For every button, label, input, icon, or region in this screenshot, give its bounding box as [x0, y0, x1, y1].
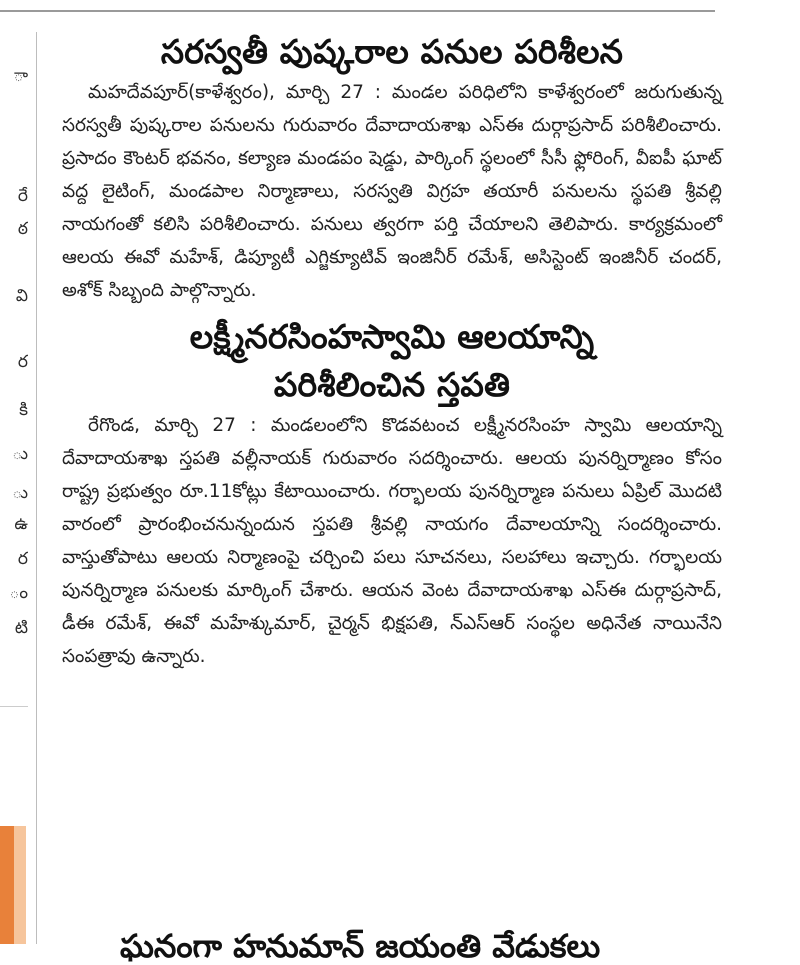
left-fragment: ు: [12, 483, 28, 503]
article-text: మండలంలోని కొడవటంచ లక్ష్మీనరసింహ స్వామి ఆలయాన్ని దేవాదాయశాఖ స్తపతి వల్లీనాయక్ గురువారం సదర్శించారు. ఆలయ పునర్నిర్మాణం కోసం రాష్ట్ర ప్రభుత్వం రూ.11కోట్లు కేటాయించారు. గర్భాలయ పునర్నిర్మాణ పనులు ఏప్రిల్ మొదటి వారంలో ప్రారంభించనున్నందున స్తపతి శ్రీవల్లి నాయగం దేవాలయాన్ని సందర్శించారు. వాస్తుతోపాటు ఆలయ నిర్మాణంపై చర్చించి పలు సూచనలు, సలహాలు ఇచ్చారు. గర్భాలయ పునర్నిర్మాణ పనులకు మార్కింగ్ చేశారు. ఆయన వెంట దేవాదాయశాఖ ఎస్ఈ దుర్గాప్రసాద్, డీఈ రమేశ్, ఈవో మహేశ్కుమార్, చైర్మన్ భిక్షపతి, న్ఎస్ఆర్ సంస్థల అధినేత నాయినేని సంపత్రావు ఉన్నారు.: [62, 415, 722, 667]
article-saraswati-pushkaralu: [62, 28, 722, 307]
headline-lakshmi-narasimha-line2: పరిశీలించిన స్తపతి: [273, 365, 511, 404]
top-rule: [0, 10, 715, 12]
left-fragment: రే: [17, 186, 28, 206]
left-divider: [0, 706, 28, 707]
left-fragment: ా: [13, 66, 28, 86]
headline-saraswati-pushkaralu: సరస్వతీ పుష్కరాల పనుల పరిశీలన: [160, 32, 624, 71]
advertisement-strip: [0, 826, 14, 944]
article-text: మండల పరిధిలోని కాళేశ్వరంలో జరుగుతున్న సరస్వతీ పుష్కరాల పనులను గురువారం దేవాదాయశాఖ ఎస్ఈ దుర్గాప్రసాద్ పరిశీలించారు. ప్రసాదం కౌంటర్ భవనం, కల్యాణ మండపం షెడ్డు, పార్కింగ్ స్థలంలో సీసీ ఫ్లోరింగ్, వీఐపీ ఘాట్ వద్ద లైటింగ్, మండపాల నిర్మాణాలు, సరస్వతి విగ్రహ తయారీ పనులను స్థపతి శ్రీవల్లి నాయగంతో కలిసి పరిశీలించారు. పనులు త్వరగా పర్తి చేయాలని తెలిపారు. కార్యక్రమంలో ఆలయ ఈవో మహేశ్, డిప్యూటీ ఎగ్జిక్యూటివ్ ఇంజినీర్ రమేశ్, అసిస్టెంట్ ఇంజినీర్ చందర్, అశోక్ సిబ్బంది పాల్గొన్నారు.: [62, 82, 722, 301]
news-column: [62, 28, 722, 673]
article-body: [62, 409, 722, 673]
left-fragment: ర: [17, 352, 28, 372]
advertisement-strip-light: [14, 826, 26, 944]
next-headline-cut: [120, 927, 720, 965]
left-column-fragment: [0, 0, 30, 944]
left-fragment: కి: [19, 400, 28, 420]
left-fragment: వి: [15, 286, 28, 306]
article-body: [62, 76, 722, 307]
left-fragment: ర: [17, 549, 28, 569]
left-fragment: టి: [14, 618, 28, 638]
dateline: రేగొండ, మార్చి 27 :: [88, 415, 257, 436]
headline-lakshmi-narasimha-line1: లక్ష్మీనరసింహస్వామి ఆలయాన్ని: [189, 317, 595, 356]
left-fragment: ం: [9, 583, 28, 603]
next-headline-text: ఘనంగా హనుమాన్ జయంతి వేడుకలు: [120, 927, 601, 965]
article-lakshmi-narasimha: [62, 313, 722, 673]
dateline: మహదేవపూర్(కాళేశ్వరం), మార్చి 27 :: [88, 82, 381, 103]
column-divider: [36, 32, 37, 944]
left-fragment: ఠ: [17, 219, 28, 239]
left-fragment: ు: [12, 444, 28, 464]
left-fragment: ఉ: [14, 514, 28, 534]
